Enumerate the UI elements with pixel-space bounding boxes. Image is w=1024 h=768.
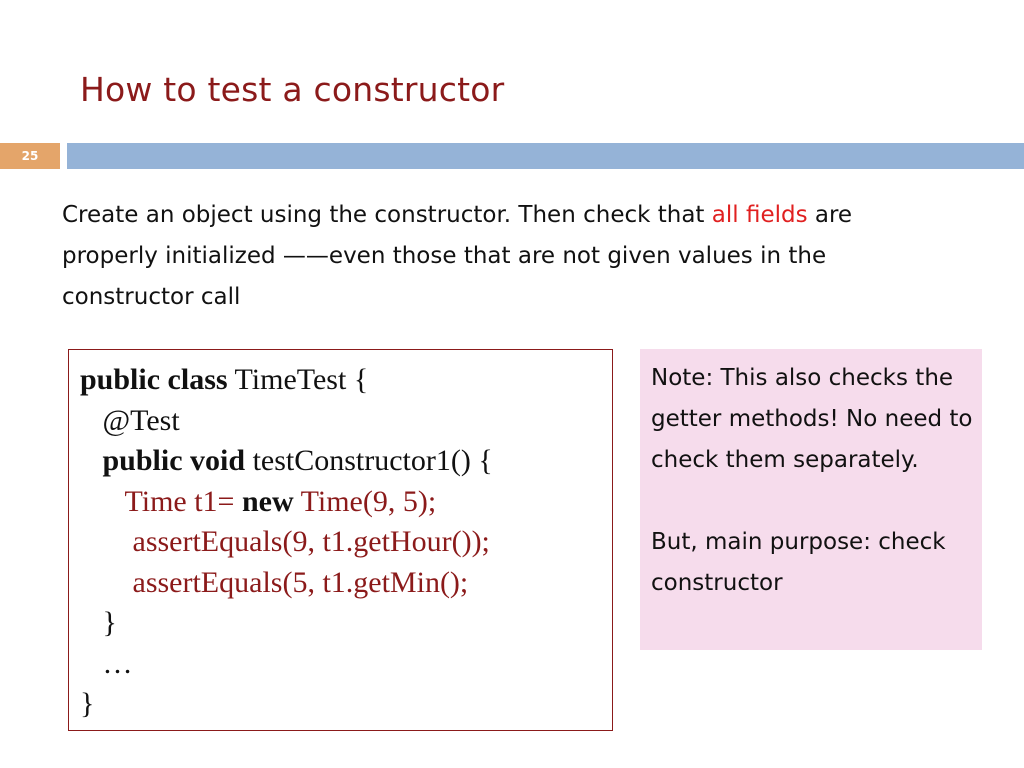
intro-paragraph bbox=[62, 195, 862, 318]
code-line-3 bbox=[80, 441, 493, 482]
note-box bbox=[640, 349, 982, 650]
slide-number-badge bbox=[0, 143, 60, 169]
code-line-1 bbox=[80, 360, 493, 401]
code-line-5: assertEquals(9, t1.getHour()); bbox=[80, 525, 490, 558]
code-text: Time(9, 5); bbox=[293, 484, 437, 518]
intro-highlight: all fields bbox=[711, 202, 808, 228]
header-bar bbox=[67, 143, 1024, 169]
code-text: testConstructor1() { bbox=[245, 444, 493, 477]
code-box bbox=[68, 349, 613, 731]
slide-title: How to test a constructor bbox=[80, 70, 505, 109]
code-block bbox=[80, 360, 493, 725]
code-text: TimeTest { bbox=[227, 363, 369, 396]
note-paragraph-2: But, main purpose: check constructor bbox=[651, 529, 946, 596]
code-line-6: assertEquals(5, t1.getMin(); bbox=[80, 565, 469, 599]
code-line-9: } bbox=[80, 687, 95, 720]
note-content bbox=[651, 358, 976, 604]
code-line-7: } bbox=[80, 606, 117, 639]
note-spacer bbox=[651, 481, 976, 522]
code-keyword: public class bbox=[80, 363, 228, 396]
code-keyword: new bbox=[241, 484, 294, 518]
intro-text-before: Create an object using the constructor. Then check that bbox=[62, 202, 712, 228]
code-keyword: public void bbox=[102, 444, 246, 477]
note-paragraph-1: Note: This also checks the getter methods! No need to check them separately. bbox=[651, 365, 973, 473]
code-line-2: @Test bbox=[80, 403, 180, 437]
intro-text-after: are properly initialized ——even those that are not given values in the constructor call bbox=[62, 202, 853, 310]
slide-number: 25 bbox=[21, 149, 39, 163]
code-line-8: … bbox=[80, 646, 133, 680]
code-line-4 bbox=[80, 482, 493, 523]
code-text: Time t1= bbox=[80, 484, 242, 518]
